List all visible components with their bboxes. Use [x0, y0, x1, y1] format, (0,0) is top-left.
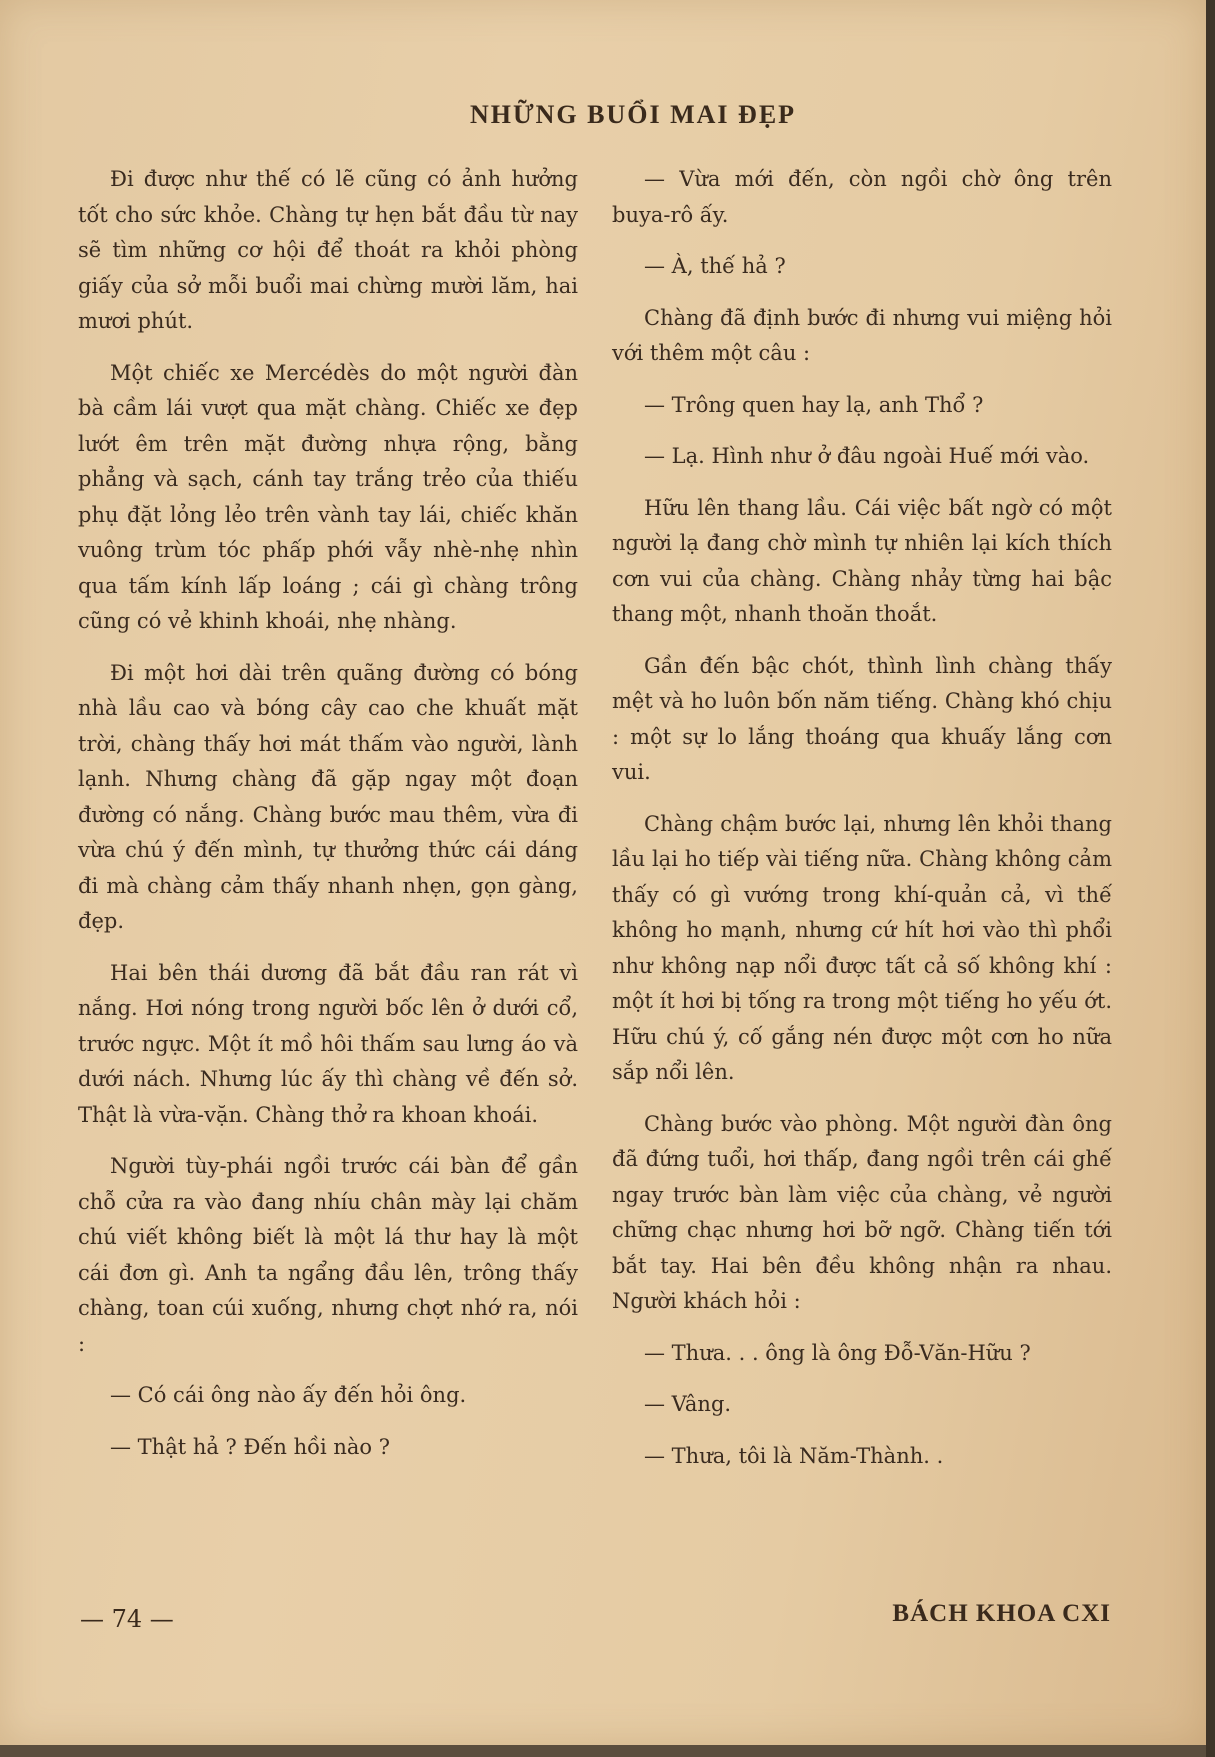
- paragraph: Người tùy-phái ngồi trước cái bàn để gần chỗ cửa ra vào đang nhíu chân mày lại chăm chú viết không biết là một lá thư hay là một cái đơn gì. Anh ta ngẩng đầu lên, trông thấy chàng, toan cúi xuống, nhưng chợt nhớ ra, nói :: [78, 1154, 578, 1356]
- dialogue-line: — Có cái ông nào ấy đến hỏi ông.: [110, 1383, 467, 1407]
- paragraph: Chàng đã định bước đi nhưng vui miệng hỏi với thêm một câu :: [612, 305, 1112, 365]
- page-number: — 74 —: [80, 1605, 174, 1633]
- paragraph: Hữu lên thang lầu. Cái việc bất ngờ có một người lạ đang chờ mình tự nhiên lại kích thích cơn vui của chàng. Chàng nhảy từng hai bậc thang một, nhanh thoăn thoắt.: [612, 495, 1112, 626]
- paragraph: Hai bên thái dương đã bắt đầu ran rát vì nắng. Hơi nóng trong người bốc lên ở dưới cổ, trước ngực. Một ít mồ hôi thấm sau lưng áo và dưới nách. Nhưng lúc ấy thì chàng về đến sở. Thật là vừa-vặn. Chàng thở ra khoan khoái.: [78, 960, 578, 1127]
- dialogue-line: — Vâng.: [644, 1392, 732, 1416]
- dialogue-line: — Vừa mới đến, còn ngồi chờ ông trên buya-rô ấy.: [612, 167, 1112, 227]
- dialogue-line: — Lạ. Hình như ở đâu ngoài Huế mới vào.: [644, 444, 1090, 468]
- page-title: NHỮNG BUỔI MAI ĐẸP: [469, 100, 797, 129]
- paragraph: Một chiếc xe Mercédès do một người đàn bà cầm lái vượt qua mặt chàng. Chiếc xe đẹp lướt êm trên mặt đường nhựa rộng, bằng phẳng và sạch, cánh tay trắng trẻo của thiếu phụ đặt lỏng lẻo trên vành tay lái, chiếc khăn vuông trùm tóc phấp phới vẫy nhè-nhẹ nhìn qua tấm kính lấp loáng ; cái gì chàng trông cũng có vẻ khinh khoái, nhẹ nhàng.: [78, 360, 578, 633]
- paragraph: Chàng chậm bước lại, nhưng lên khỏi thang lầu lại ho tiếp vài tiếng nữa. Chàng không cảm thấy có gì vướng trong khí-quản cả, vì thế không ho mạnh, nhưng cứ hít hơi vào thì phổi như không nạp nổi được tất cả số không khí : một ít hơi bị tống ra trong một tiếng ho yếu ớt. Hữu chú ý, cố gắng nén được một cơn ho nữa sắp nổi lên.: [612, 811, 1112, 1084]
- magazine-name: BÁCH KHOA CXI: [892, 1600, 1111, 1627]
- left-column: [78, 162, 578, 1481]
- paragraph: Gần đến bậc chót, thình lình chàng thấy mệt và ho luôn bốn năm tiếng. Chàng khó chịu : một sự lo lắng thoáng qua khuấy lắng cơn vui.: [612, 653, 1112, 784]
- paragraph: Đi được như thế có lẽ cũng có ảnh hưởng tốt cho sức khỏe. Chàng tự hẹn bắt đầu từ nay sẽ tìm những cơ hội để thoát ra khỏi phòng giấy của sở mỗi buổi mai chừng mười lăm, hai mươi phút.: [78, 167, 578, 333]
- paragraph: Đi một hơi dài trên quãng đường có bóng nhà lầu cao và bóng cây cao che khuất mặt trời, chàng thấy hơi mát thấm vào người, lành lạnh. Nhưng chàng đã gặp ngay một đoạn đường có nắng. Chàng bước mau thêm, vừa đi vừa chú ý đến mình, tự thưởng thức cái dáng đi mà chàng cảm thấy nhanh nhẹn, gọn gàng, đẹp.: [78, 660, 578, 933]
- dialogue-line: — Trông quen hay lạ, anh Thổ ?: [644, 392, 984, 417]
- dialogue-line: — Thưa. . . ông là ông Đỗ-Văn-Hữu ?: [644, 1340, 1031, 1365]
- paragraph: Chàng bước vào phòng. Một người đàn ông đã đứng tuổi, hơi thấp, đang ngồi trên cái ghế ngay trước bàn làm việc của chàng, vẻ người chững chạc nhưng hơi bỡ ngỡ. Chàng tiến tới bắt tay. Hai bên đều không nhận ra nhau. Người khách hỏi :: [612, 1111, 1112, 1313]
- dialogue-line: — Thưa, tôi là Năm-Thành. .: [644, 1443, 944, 1468]
- scan-edge: [1206, 0, 1215, 1757]
- dialogue-line: — À, thế hả ?: [644, 254, 786, 278]
- right-column: [612, 162, 1112, 1490]
- dialogue-line: — Thật hả ? Đến hồi nào ?: [110, 1434, 390, 1459]
